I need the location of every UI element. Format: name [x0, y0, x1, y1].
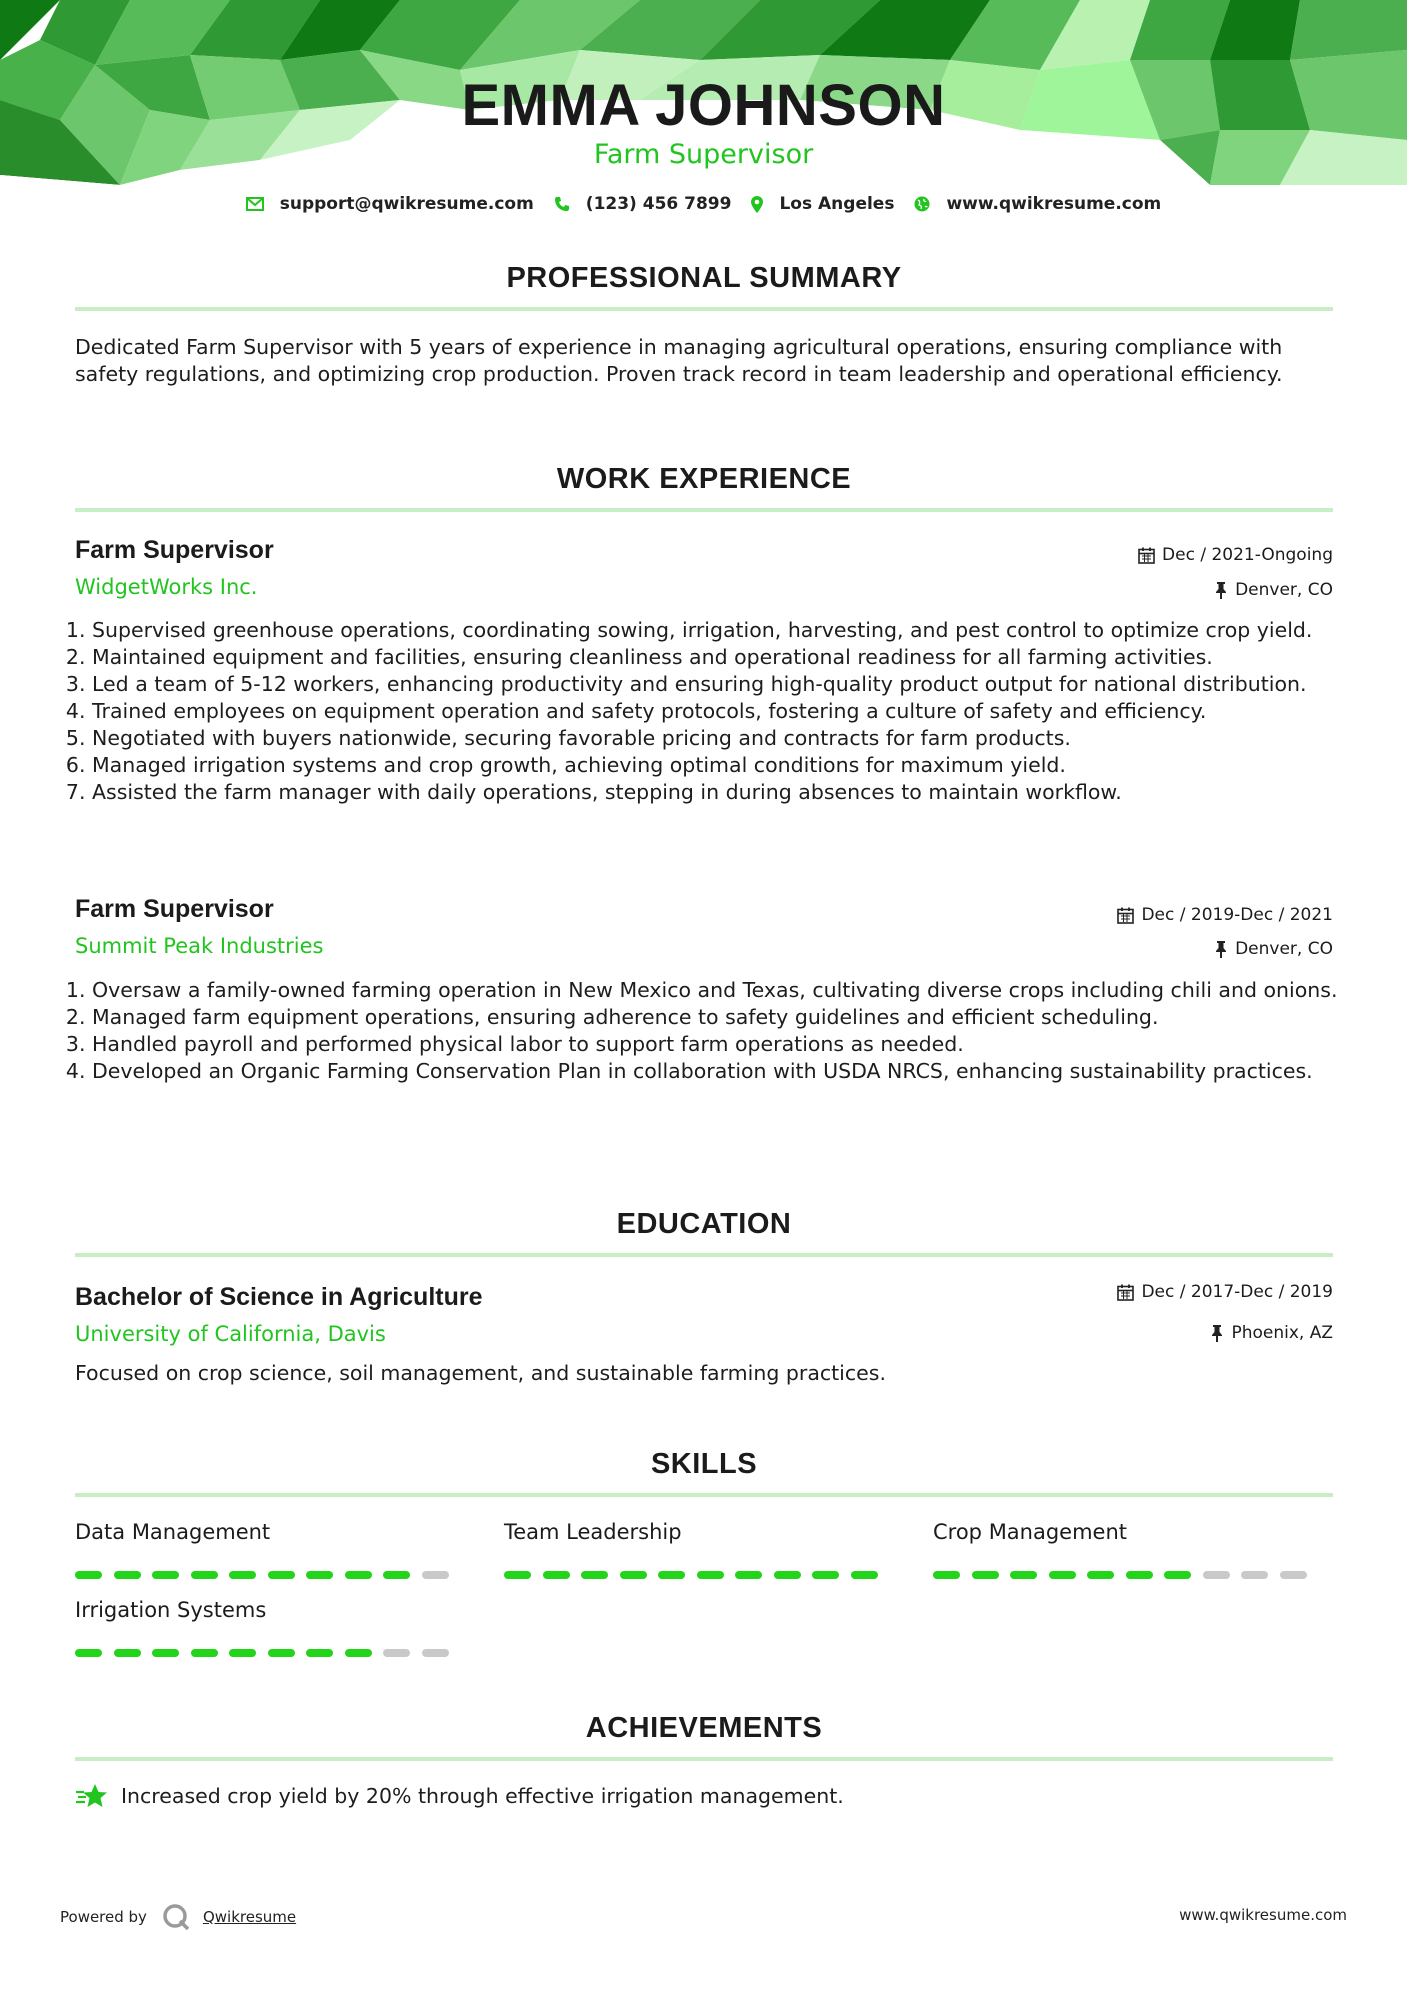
- skill-dash-empty: [422, 1649, 449, 1657]
- skill-dash-filled: [229, 1649, 256, 1657]
- qwikresume-logo-icon: [161, 1902, 191, 1932]
- experience-heading: WORK EXPERIENCE: [556, 463, 852, 495]
- job-2-bullets: [70, 977, 1352, 1085]
- education-dates-text: Dec / 2017-Dec / 2019: [1141, 1282, 1333, 1302]
- candidate-name: EMMA JOHNSON: [461, 73, 946, 138]
- skill-dash-filled: [268, 1571, 295, 1579]
- job-2-location-text: Denver, CO: [1235, 939, 1333, 959]
- skill-dash-filled: [75, 1649, 102, 1657]
- phone-icon: [554, 196, 570, 212]
- footer-website[interactable]: www.qwikresume.com: [1179, 1906, 1347, 1924]
- job-2-location: [1214, 939, 1333, 959]
- skills-divider: [75, 1493, 1333, 1497]
- skill-dash-empty: [1280, 1571, 1307, 1579]
- footer-powered-by: [60, 1902, 296, 1932]
- skill-dash-filled: [229, 1571, 256, 1579]
- powered-by-text: Powered by: [60, 1908, 147, 1926]
- contact-bar: [0, 194, 1407, 214]
- list-item: 2. Managed farm equipment operations, ensuring adherence to safety guidelines and efficient scheduling.: [92, 1004, 1352, 1031]
- phone-text: (123) 456 7899: [585, 194, 732, 214]
- skill-name: Team Leadership: [504, 1520, 682, 1544]
- education-school: University of California, Davis: [75, 1322, 386, 1346]
- qwikresume-link[interactable]: Qwikresume: [202, 1908, 297, 1926]
- skill-dash-filled: [1049, 1571, 1076, 1579]
- job-2-title: Farm Supervisor: [75, 895, 274, 923]
- skill-dash-filled: [504, 1571, 531, 1579]
- list-item: 3. Led a team of 5-12 workers, enhancing productivity and ensuring high-quality product output for national distribution.: [92, 671, 1352, 698]
- skill-dash-filled: [114, 1571, 141, 1579]
- skill-dash-filled: [152, 1649, 179, 1657]
- skill-dash-empty: [1241, 1571, 1268, 1579]
- education-location-text: Phoenix, AZ: [1231, 1323, 1333, 1343]
- map-pin-icon: [751, 196, 763, 213]
- achievements-divider: [75, 1757, 1333, 1761]
- list-item: 1. Oversaw a family-owned farming operation in New Mexico and Texas, cultivating diverse crops including chili and onions.: [92, 977, 1352, 1004]
- contact-email[interactable]: [246, 194, 534, 214]
- education-location: [1210, 1323, 1333, 1343]
- list-item: 1. Supervised greenhouse operations, coordinating sowing, irrigation, harvesting, and pest control to optimize crop yield.: [92, 617, 1352, 644]
- website-text: www.qwikresume.com: [946, 194, 1162, 214]
- skill-dash-filled: [581, 1571, 608, 1579]
- star-icon: [75, 1783, 109, 1809]
- job-1-dates-text: Dec / 2021-Ongoing: [1162, 545, 1333, 565]
- skill-dash-filled: [268, 1649, 295, 1657]
- job-1-location-text: Denver, CO: [1235, 580, 1333, 600]
- skill-dash-filled: [75, 1571, 102, 1579]
- education-divider: [75, 1253, 1333, 1257]
- skill-dash-filled: [620, 1571, 647, 1579]
- skill-rating: [504, 1571, 884, 1579]
- achievement-text: Increased crop yield by 20% through effective irrigation management.: [121, 1784, 844, 1808]
- skill-dash-filled: [933, 1571, 960, 1579]
- skill-name: Crop Management: [933, 1520, 1128, 1544]
- skill-dash-filled: [851, 1571, 878, 1579]
- list-item: 2. Maintained equipment and facilities, ensuring cleanliness and operational readiness for all farming activities.: [92, 644, 1352, 671]
- skill-rating: [933, 1571, 1313, 1579]
- job-2-dates-text: Dec / 2019-Dec / 2021: [1141, 905, 1333, 925]
- skill-dash-filled: [543, 1571, 570, 1579]
- skill-name: Data Management: [75, 1520, 271, 1544]
- job-1-dates: [1138, 545, 1333, 565]
- skill-dash-filled: [972, 1571, 999, 1579]
- contact-phone[interactable]: [554, 194, 732, 214]
- skill-dash-filled: [114, 1649, 141, 1657]
- education-heading: EDUCATION: [616, 1208, 792, 1240]
- summary-divider: [75, 307, 1333, 311]
- summary-heading: PROFESSIONAL SUMMARY: [506, 262, 902, 294]
- skill-dash-filled: [345, 1649, 372, 1657]
- list-item: 6. Managed irrigation systems and crop growth, achieving optimal conditions for maximum yield.: [92, 752, 1352, 779]
- list-item: 7. Assisted the farm manager with daily operations, stepping in during absences to maintain workflow.: [92, 779, 1352, 806]
- list-item: 3. Handled payroll and performed physical labor to support farm operations as needed.: [92, 1031, 1352, 1058]
- contact-website[interactable]: [914, 194, 1161, 214]
- skill-name: Irrigation Systems: [75, 1598, 267, 1622]
- skill-dash-filled: [191, 1649, 218, 1657]
- skill-dash-filled: [306, 1649, 333, 1657]
- skill-dash-empty: [1203, 1571, 1230, 1579]
- pushpin-icon: [1210, 1325, 1224, 1342]
- skill-dash-filled: [697, 1571, 724, 1579]
- skill-dash-filled: [1010, 1571, 1037, 1579]
- experience-divider: [75, 508, 1333, 512]
- skill-dash-filled: [345, 1571, 372, 1579]
- skill-dash-filled: [306, 1571, 333, 1579]
- education-description: Focused on crop science, soil management, and sustainable farming practices.: [75, 1361, 886, 1385]
- summary-text: Dedicated Farm Supervisor with 5 years of experience in managing agricultural operations, ensuring compliance with safety regulations, and optimizing crop production. Proven track record in team leadership and operational efficiency.: [75, 335, 1283, 386]
- pushpin-icon: [1214, 941, 1228, 958]
- calendar-icon: [1138, 547, 1155, 564]
- skill-dash-filled: [152, 1571, 179, 1579]
- calendar-icon: [1117, 907, 1134, 924]
- skills-heading: SKILLS: [650, 1448, 758, 1480]
- email-text: support@qwikresume.com: [279, 194, 534, 214]
- contact-location: [751, 194, 894, 214]
- skill-rating: [75, 1571, 455, 1579]
- education-degree: Bachelor of Science in Agriculture: [75, 1283, 483, 1311]
- skill-dash-empty: [422, 1571, 449, 1579]
- location-text: Los Angeles: [779, 194, 895, 214]
- skill-dash-filled: [658, 1571, 685, 1579]
- job-1-location: [1214, 580, 1333, 600]
- education-dates: [1117, 1282, 1333, 1302]
- pushpin-icon: [1214, 582, 1228, 599]
- calendar-icon: [1117, 1284, 1134, 1301]
- list-item: 4. Developed an Organic Farming Conservation Plan in collaboration with USDA NRCS, enhancing sustainability practices.: [92, 1058, 1352, 1085]
- job-1-company: WidgetWorks Inc.: [75, 575, 258, 599]
- envelope-icon: [246, 197, 264, 211]
- globe-icon: [914, 196, 930, 212]
- skill-dash-filled: [191, 1571, 218, 1579]
- skill-dash-filled: [1126, 1571, 1153, 1579]
- job-1-title: Farm Supervisor: [75, 536, 274, 564]
- job-2-dates: [1117, 905, 1333, 925]
- skill-dash-filled: [735, 1571, 762, 1579]
- job-2-company: Summit Peak Industries: [75, 934, 324, 958]
- achievements-heading: ACHIEVEMENTS: [585, 1712, 823, 1744]
- skill-dash-filled: [1164, 1571, 1191, 1579]
- list-item: 5. Negotiated with buyers nationwide, securing favorable pricing and contracts for farm products.: [92, 725, 1352, 752]
- achievement-item: [75, 1783, 844, 1809]
- skill-dash-filled: [774, 1571, 801, 1579]
- skill-dash-filled: [383, 1571, 410, 1579]
- skill-dash-empty: [383, 1649, 410, 1657]
- list-item: 4. Trained employees on equipment operation and safety protocols, fostering a culture of safety and efficiency.: [92, 698, 1352, 725]
- skill-rating: [75, 1649, 455, 1657]
- skill-dash-filled: [812, 1571, 839, 1579]
- skill-dash-filled: [1087, 1571, 1114, 1579]
- job-title: Farm Supervisor: [593, 139, 814, 170]
- job-1-bullets: [70, 617, 1352, 806]
